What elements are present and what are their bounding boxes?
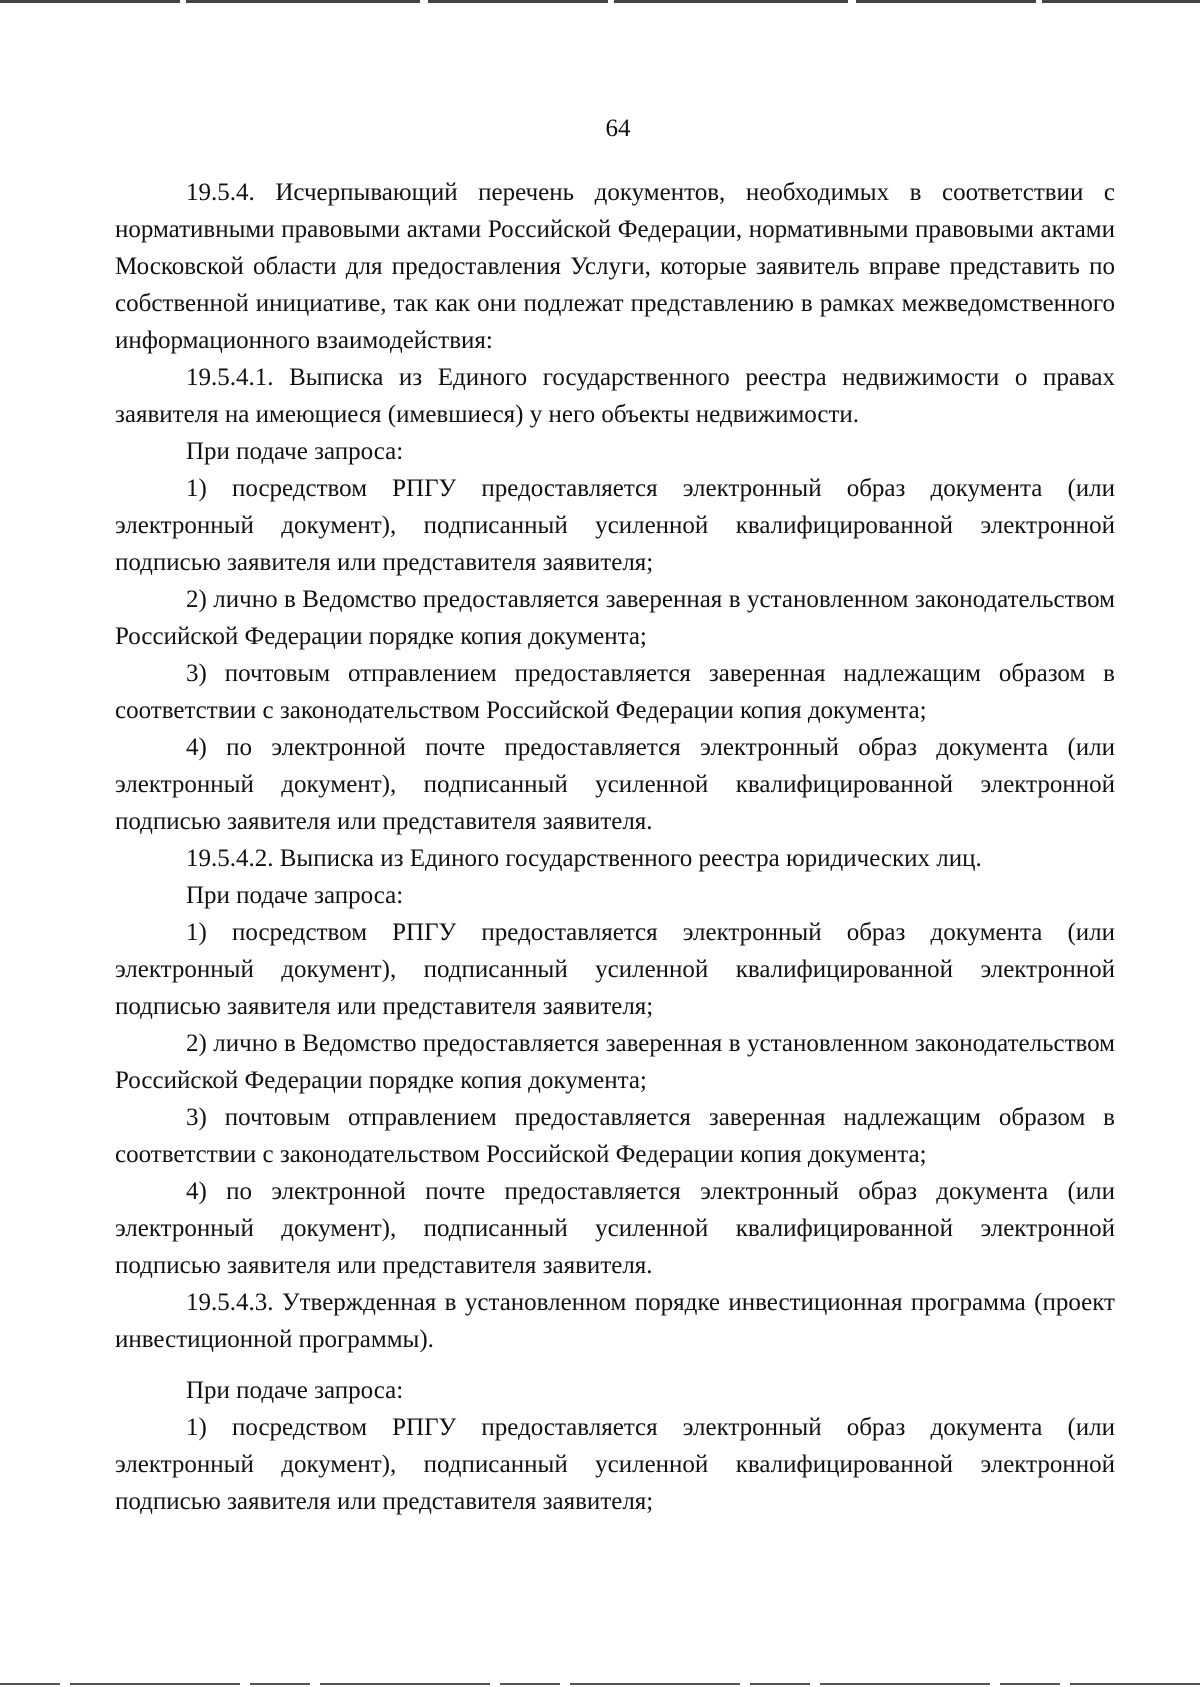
paragraph-19-5-4-2: 19.5.4.2. Выписка из Единого государственного реестра юридических лиц. [186, 845, 982, 872]
scan-edge-top [0, 0, 1200, 3]
paragraph-19-5-4-3: 19.5.4.3. Утвержденная в установленном порядке инвестиционная программа (проект инвестиционной программы). [115, 1289, 1115, 1353]
document-body [115, 174, 1115, 1520]
page-number: 64 [605, 115, 631, 142]
list-item-3: 3) почтовым отправлением предоставляется заверенная надлежащим образом в соответствии с законодательством Российской Федерации копия документа; [115, 1104, 1115, 1168]
list-item-3: 3) почтовым отправлением предоставляется заверенная надлежащим образом в соответствии с законодательством Российской Федерации копия документа; [115, 660, 1115, 724]
list-item-1: 1) посредством РПГУ предоставляется электронный образ документа (или электронный документ), подписанный усиленной квалифицированной электронной подписью заявителя или представителя заявителя; [115, 475, 1115, 576]
list-item-4: 4) по электронной почте предоставляется электронный образ документа (или электронный документ), подписанный усиленной квалифицированной электронной подписью заявителя или представителя заявителя. [115, 734, 1115, 835]
list-item-4: 4) по электронной почте предоставляется электронный образ документа (или электронный документ), подписанный усиленной квалифицированной электронной подписью заявителя или представителя заявителя. [115, 1178, 1115, 1279]
paragraph-request-intro: При подаче запроса: [186, 882, 404, 909]
paragraph-request-intro: При подаче запроса: [186, 1377, 404, 1404]
scan-edge-bottom [0, 1683, 1200, 1685]
list-item-1: 1) посредством РПГУ предоставляется электронный образ документа (или электронный документ), подписанный усиленной квалифицированной электронной подписью заявителя или представителя заявителя; [115, 1414, 1115, 1515]
list-item-2: 2) лично в Ведомство предоставляется заверенная в установленном законодательством Российской Федерации порядке копия документа; [115, 586, 1115, 650]
list-item-1: 1) посредством РПГУ предоставляется электронный образ документа (или электронный документ), подписанный усиленной квалифицированной электронной подписью заявителя или представителя заявителя; [115, 919, 1115, 1020]
paragraph-19-5-4-1: 19.5.4.1. Выписка из Единого государственного реестра недвижимости о правах заявителя на имеющиеся (имевшиеся) у него объекты недвижимости. [115, 364, 1115, 428]
list-item-2: 2) лично в Ведомство предоставляется заверенная в установленном законодательством Российской Федерации порядке копия документа; [115, 1030, 1115, 1094]
paragraph-19-5-4: 19.5.4. Исчерпывающий перечень документов, необходимых в соответствии с нормативными правовыми актами Российской Федерации, нормативными правовыми актами Московской области для предоставления Услуги, которые заявитель вправе представить по собственной инициативе, так как они подлежат представлению в рамках межведомственного информационного взаимодействия: [115, 179, 1115, 354]
paragraph-request-intro: При подаче запроса: [186, 438, 404, 465]
